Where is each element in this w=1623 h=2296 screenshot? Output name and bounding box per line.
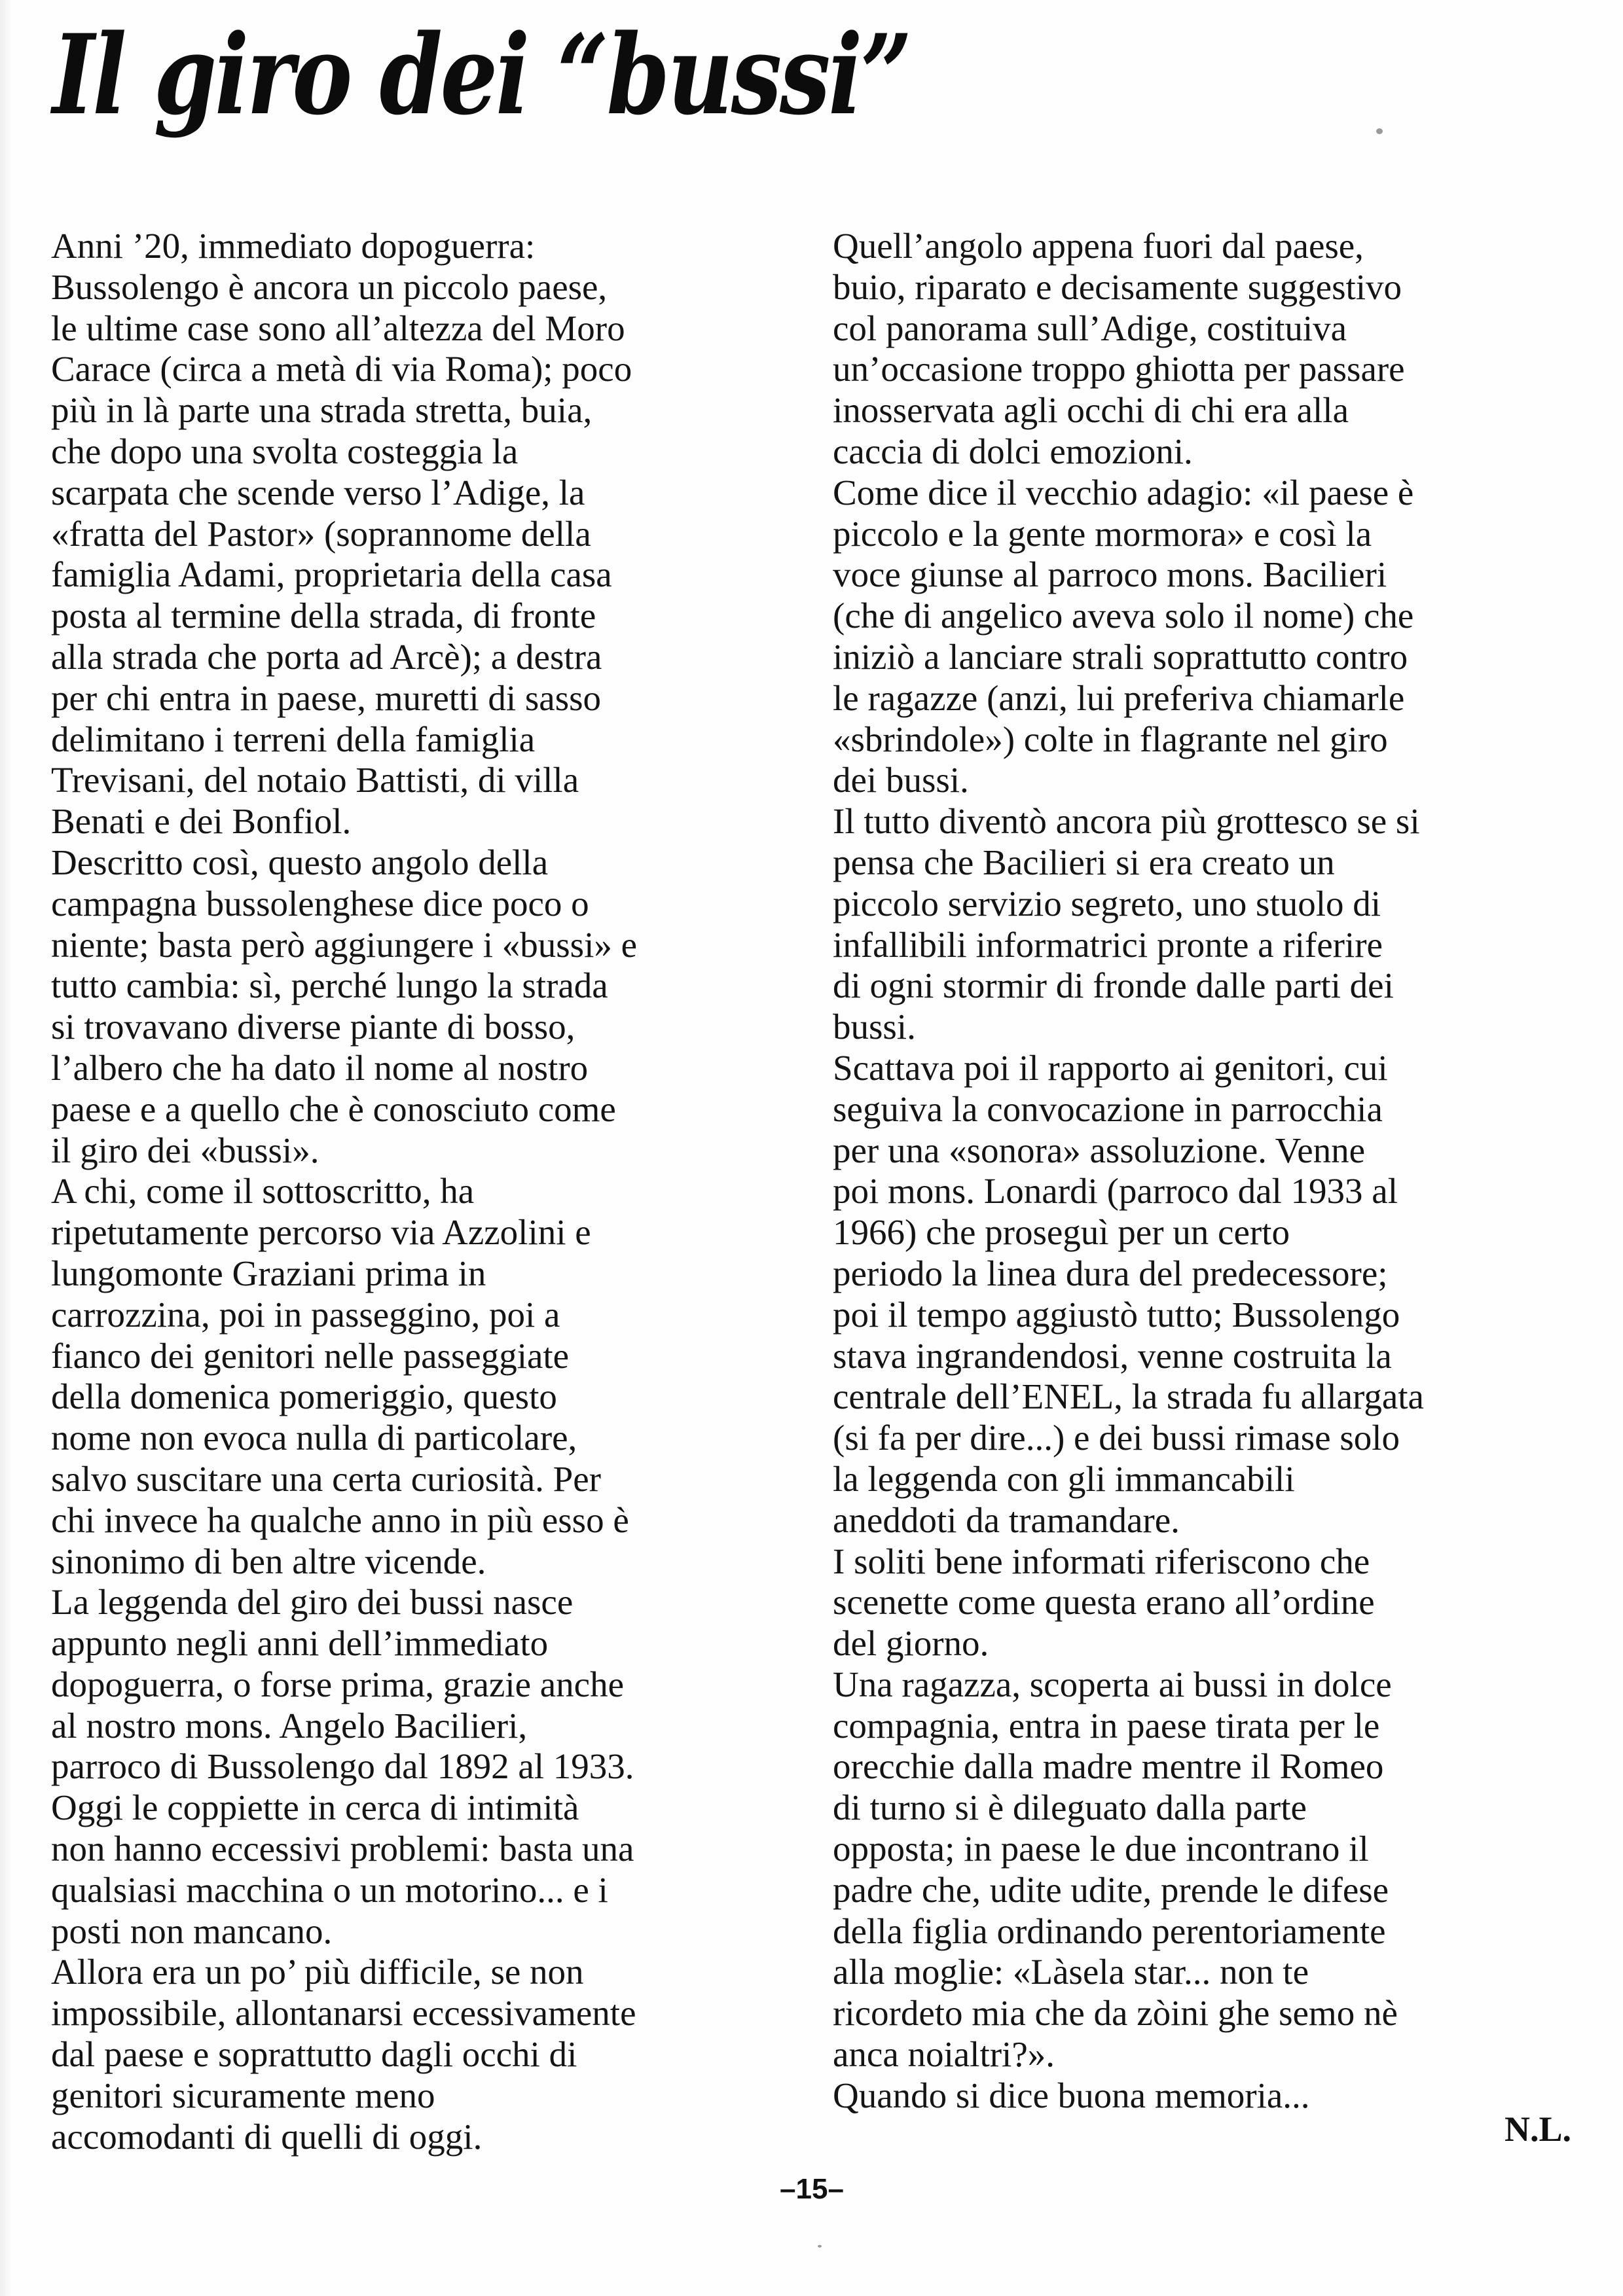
- text-line: 1966) che proseguì per un certo: [833, 1212, 1290, 1253]
- text-line: appunto negli anni dell’immediato: [51, 1623, 549, 1664]
- text-line: caccia di dolci emozioni.: [833, 431, 1193, 471]
- text-line: più in là parte una strada stretta, buia,: [51, 390, 593, 431]
- text-line: parroco di Bussolengo dal 1892 al 1933.: [51, 1746, 634, 1787]
- text-line: aneddoti da tramandare.: [833, 1499, 1180, 1540]
- text-line: Carace (circa a metà di via Roma); poco: [51, 349, 632, 389]
- text-line: le ragazze (anzi, lui preferiva chiamarle: [833, 677, 1405, 718]
- text-line: poi mons. Lonardi (parroco dal 1933 al: [833, 1171, 1398, 1211]
- text-line: padre che, udite udite, prende le difese: [833, 1869, 1389, 1910]
- text-line: alla moglie: «Làsela star... non te: [833, 1952, 1309, 1992]
- text-line: periodo la linea dura del predecessore;: [833, 1253, 1388, 1293]
- text-line: opposta; in paese le due incontrano il: [833, 1829, 1369, 1869]
- text-line: poi il tempo aggiustò tutto; Bussolengo: [833, 1294, 1400, 1335]
- text-line: che dopo una svolta costeggia la: [51, 431, 519, 471]
- text-line: anca noialtri?».: [833, 2034, 1055, 2075]
- text-line: Anni ’20, immediato dopoguerra:: [51, 226, 536, 266]
- text-line: l’albero che ha dato il nome al nostro: [51, 1047, 589, 1088]
- text-line: alla strada che porta ad Arcè); a destra: [51, 636, 602, 677]
- text-line: posti non mancano.: [51, 1910, 333, 1951]
- text-line: «sbrindole») colte in flagrante nel giro: [833, 719, 1388, 759]
- text-line: (si fa per dire...) e dei bussi rimase solo: [833, 1418, 1400, 1458]
- text-line: della figlia ordinando perentoriamente: [833, 1910, 1386, 1951]
- text-line: Bussolengo è ancora un piccolo paese,: [51, 266, 608, 307]
- text-line: paese e a quello che è conosciuto come: [51, 1088, 616, 1129]
- scan-shadow-edge: [0, 0, 12, 2296]
- text-line: qualsiasi macchina o un motorino... e i: [51, 1869, 608, 1910]
- text-line: Il tutto diventò ancora più grottesco se si: [833, 801, 1420, 842]
- right-column: [833, 226, 1586, 2117]
- text-line: fianco dei genitori nelle passeggiate: [51, 1335, 570, 1376]
- text-line: «fratta del Pastor» (soprannome della: [51, 513, 591, 554]
- text-line: salvo suscitare una certa curiosità. Per: [51, 1458, 601, 1499]
- text-line: delimitano i terreni della famiglia: [51, 719, 536, 759]
- text-line: per chi entra in paese, muretti di sasso: [51, 677, 602, 718]
- text-line: scenette come questa erano all’ordine: [833, 1582, 1375, 1623]
- text-line: sinonimo di ben altre vicende.: [51, 1541, 486, 1581]
- text-line: voce giunse al parroco mons. Bacilieri: [833, 554, 1387, 595]
- text-line: del giorno.: [833, 1623, 989, 1664]
- text-line: Quell’angolo appena fuori dal paese,: [833, 226, 1364, 266]
- text-line: compagnia, entra in paese tirata per le: [833, 1705, 1380, 1746]
- text-line: ricordeto mia che da zòini ghe semo nè: [833, 1993, 1398, 2034]
- text-line: della domenica pomeriggio, questo: [51, 1376, 557, 1417]
- text-line: Benati e dei Bonfiol.: [51, 801, 352, 842]
- text-line: Come dice il vecchio adagio: «il paese è: [833, 472, 1414, 512]
- text-line: iniziò a lanciare strali soprattutto contro: [833, 636, 1408, 677]
- scan-speck: [818, 2245, 822, 2248]
- text-line: infallibili informatrici pronte a riferire: [833, 924, 1383, 965]
- text-line: non hanno eccessivi problemi: basta una: [51, 1829, 634, 1869]
- text-line: La leggenda del giro dei bussi nasce: [51, 1582, 574, 1623]
- text-line: piccolo servizio segreto, uno stuolo di: [833, 883, 1381, 924]
- text-line: posta al termine della strada, di fronte: [51, 596, 596, 636]
- text-line: carrozzina, poi in passeggino, poi a: [51, 1294, 560, 1335]
- text-line: Scattava poi il rapporto ai genitori, cui: [833, 1047, 1388, 1088]
- text-line: dopoguerra, o forse prima, grazie anche: [51, 1664, 625, 1704]
- text-line: A chi, come il sottoscritto, ha: [51, 1171, 475, 1211]
- text-line: col panorama sull’Adige, costituiva: [833, 308, 1347, 348]
- text-line: orecchie dalla madre mentre il Romeo: [833, 1746, 1384, 1787]
- text-line: nome non evoca nulla di particolare,: [51, 1418, 577, 1458]
- text-line: lungomonte Graziani prima in: [51, 1253, 486, 1293]
- author-signature: N.L.: [1504, 2109, 1571, 2149]
- text-line: Allora era un po’ più difficile, se non: [51, 1952, 584, 1992]
- text-line: (che di angelico aveva solo il nome) che: [833, 596, 1414, 636]
- text-line: di ogni stormir di fronde dalle parti dei: [833, 965, 1394, 1006]
- text-line: per una «sonora» assoluzione. Venne: [833, 1130, 1366, 1170]
- text-line: ripetutamente percorso via Azzolini e: [51, 1212, 591, 1253]
- text-line: scarpata che scende verso l’Adige, la: [51, 472, 585, 512]
- text-line: tutto cambia: sì, perché lungo la strada: [51, 965, 608, 1006]
- text-line: Quando si dice buona memoria...: [833, 2075, 1310, 2115]
- text-line: di turno si è dileguato dalla parte: [833, 1787, 1307, 1828]
- text-line: si trovavano diverse piante di bosso,: [51, 1007, 575, 1047]
- page-number: –15–: [780, 2173, 844, 2205]
- text-line: bussi.: [833, 1007, 916, 1047]
- text-line: I soliti bene informati riferiscono che: [833, 1541, 1370, 1581]
- text-line: impossibile, allontanarsi eccessivamente: [51, 1993, 636, 2034]
- text-line: un’occasione troppo ghiotta per passare: [833, 349, 1405, 389]
- text-line: dal paese e soprattutto dagli occhi di: [51, 2034, 577, 2075]
- text-line: Una ragazza, scoperta ai bussi in dolce: [833, 1664, 1392, 1704]
- text-line: il giro dei «bussi».: [51, 1130, 319, 1170]
- text-line: buio, riparato e decisamente suggestivo: [833, 266, 1402, 307]
- text-line: inosservata agli occhi di chi era alla: [833, 390, 1349, 431]
- text-line: Trevisani, del notaio Battisti, di villa: [51, 760, 579, 800]
- text-line: dei bussi.: [833, 760, 969, 800]
- text-line: stava ingrandendosi, venne costruita la: [833, 1335, 1392, 1376]
- text-line: seguiva la convocazione in parrocchia: [833, 1088, 1383, 1129]
- text-line: le ultime case sono all’altezza del Moro: [51, 308, 625, 348]
- text-line: piccolo e la gente mormora» e così la: [833, 513, 1372, 554]
- text-line: accomodanti di quelli di oggi.: [51, 2116, 483, 2157]
- text-line: Oggi le coppiette in cerca di intimità: [51, 1787, 579, 1828]
- text-line: chi invece ha qualche anno in più esso è: [51, 1499, 629, 1540]
- text-line: la leggenda con gli immancabili: [833, 1458, 1295, 1499]
- article-title: Il giro dei “bussi”: [52, 10, 911, 139]
- text-line: genitori sicuramente meno: [51, 2075, 435, 2115]
- text-line: Descritto così, questo angolo della: [51, 842, 549, 882]
- text-line: famiglia Adami, proprietaria della casa: [51, 554, 612, 595]
- text-line: centrale dell’ENEL, la strada fu allargata: [833, 1376, 1424, 1417]
- text-line: campagna bussolenghese dice poco o: [51, 883, 589, 924]
- text-line: niente; basta però aggiungere i «bussi» e: [51, 924, 638, 965]
- text-line: al nostro mons. Angelo Bacilieri,: [51, 1705, 528, 1746]
- text-line: pensa che Bacilieri si era creato un: [833, 842, 1335, 882]
- scan-speck: [1376, 128, 1383, 134]
- left-column: [51, 226, 797, 2157]
